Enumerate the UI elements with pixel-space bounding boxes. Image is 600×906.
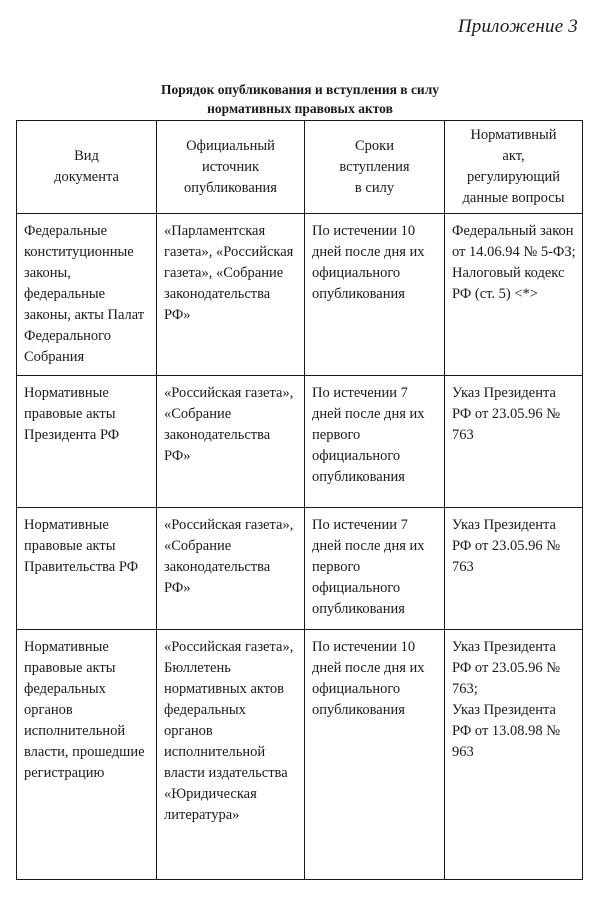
appendix-label: Приложение 3 — [457, 16, 578, 37]
table-row — [17, 508, 583, 630]
header-term-text: Сроки вступления в силу — [339, 137, 410, 196]
cell-term-text: По истечении 10 дней после дня их официального опубликования — [312, 223, 425, 302]
cell-source-text: «Российская газета», «Собрание законодательства РФ» — [164, 517, 294, 596]
cell-source — [157, 630, 305, 880]
cell-term-text: По истечении 10 дней после дня их официального опубликования — [312, 639, 425, 718]
table-row — [17, 630, 583, 880]
cell-act — [445, 376, 583, 508]
table-row — [17, 376, 583, 508]
cell-term-text: По истечении 7 дней после дня их первого официального опубликования — [312, 385, 425, 485]
cell-source — [157, 508, 305, 630]
table-header-row — [17, 121, 583, 214]
publication-table — [16, 120, 583, 880]
cell-doc-type — [17, 214, 157, 376]
cell-act — [445, 630, 583, 880]
cell-act — [445, 508, 583, 630]
cell-doc-type — [17, 630, 157, 880]
header-act-text: Нормативный акт, регулирующий данные вопросы — [462, 127, 565, 206]
header-doc-type — [17, 121, 157, 214]
header-source — [157, 121, 305, 214]
cell-act-text: Указ Президента РФ от 23.05.96 № 763 — [452, 517, 561, 575]
cell-source-text: «Российская газета», «Собрание законодательства РФ» — [164, 385, 294, 464]
cell-doc-type-text: Нормативные правовые акты Президента РФ — [24, 385, 120, 443]
cell-source — [157, 376, 305, 508]
title-line-2: нормативных правовых актов — [207, 101, 393, 116]
header-source-text: Официальный источник опубликования — [184, 137, 277, 196]
cell-act-text: Указ Президента РФ от 23.05.96 № 763; Указ Президента РФ от 13.08.98 № 963 — [452, 639, 561, 760]
cell-doc-type-text: Нормативные правовые акты Правительства РФ — [24, 517, 139, 575]
cell-act-text: Указ Президента РФ от 23.05.96 № 763 — [452, 385, 561, 443]
cell-source — [157, 214, 305, 376]
header-term — [305, 121, 445, 214]
cell-act — [445, 214, 583, 376]
cell-term-text: По истечении 7 дней после дня их первого официального опубликования — [312, 517, 425, 617]
cell-term — [305, 214, 445, 376]
cell-doc-type — [17, 376, 157, 508]
cell-source-text: «Парламентская газета», «Российская газета», «Собрание законодательства РФ» — [164, 223, 294, 323]
title-line-1: Порядок опубликования и вступления в силу — [160, 82, 440, 97]
cell-act-text: Федеральный закон от 14.06.94 № 5-ФЗ; Налоговый кодекс РФ (ст. 5) <*> — [452, 223, 576, 302]
header-act — [445, 121, 583, 214]
cell-source-text: «Российская газета», Бюллетень нормативных актов федеральных органов исполнительной власти издательства «Юридическая литература» — [164, 639, 294, 823]
cell-doc-type-text: Федеральные конституционные законы, федеральные законы, акты Палат Федерального Собрания — [24, 223, 145, 365]
cell-term — [305, 508, 445, 630]
document-title — [0, 80, 600, 118]
table-row — [17, 214, 583, 376]
header-doc-type-text: Вид документа — [54, 148, 119, 185]
cell-doc-type-text: Нормативные правовые акты федеральных органов исполнительной власти, прошедшие регистрацию — [24, 639, 145, 781]
cell-term — [305, 630, 445, 880]
cell-doc-type — [17, 508, 157, 630]
cell-term — [305, 376, 445, 508]
